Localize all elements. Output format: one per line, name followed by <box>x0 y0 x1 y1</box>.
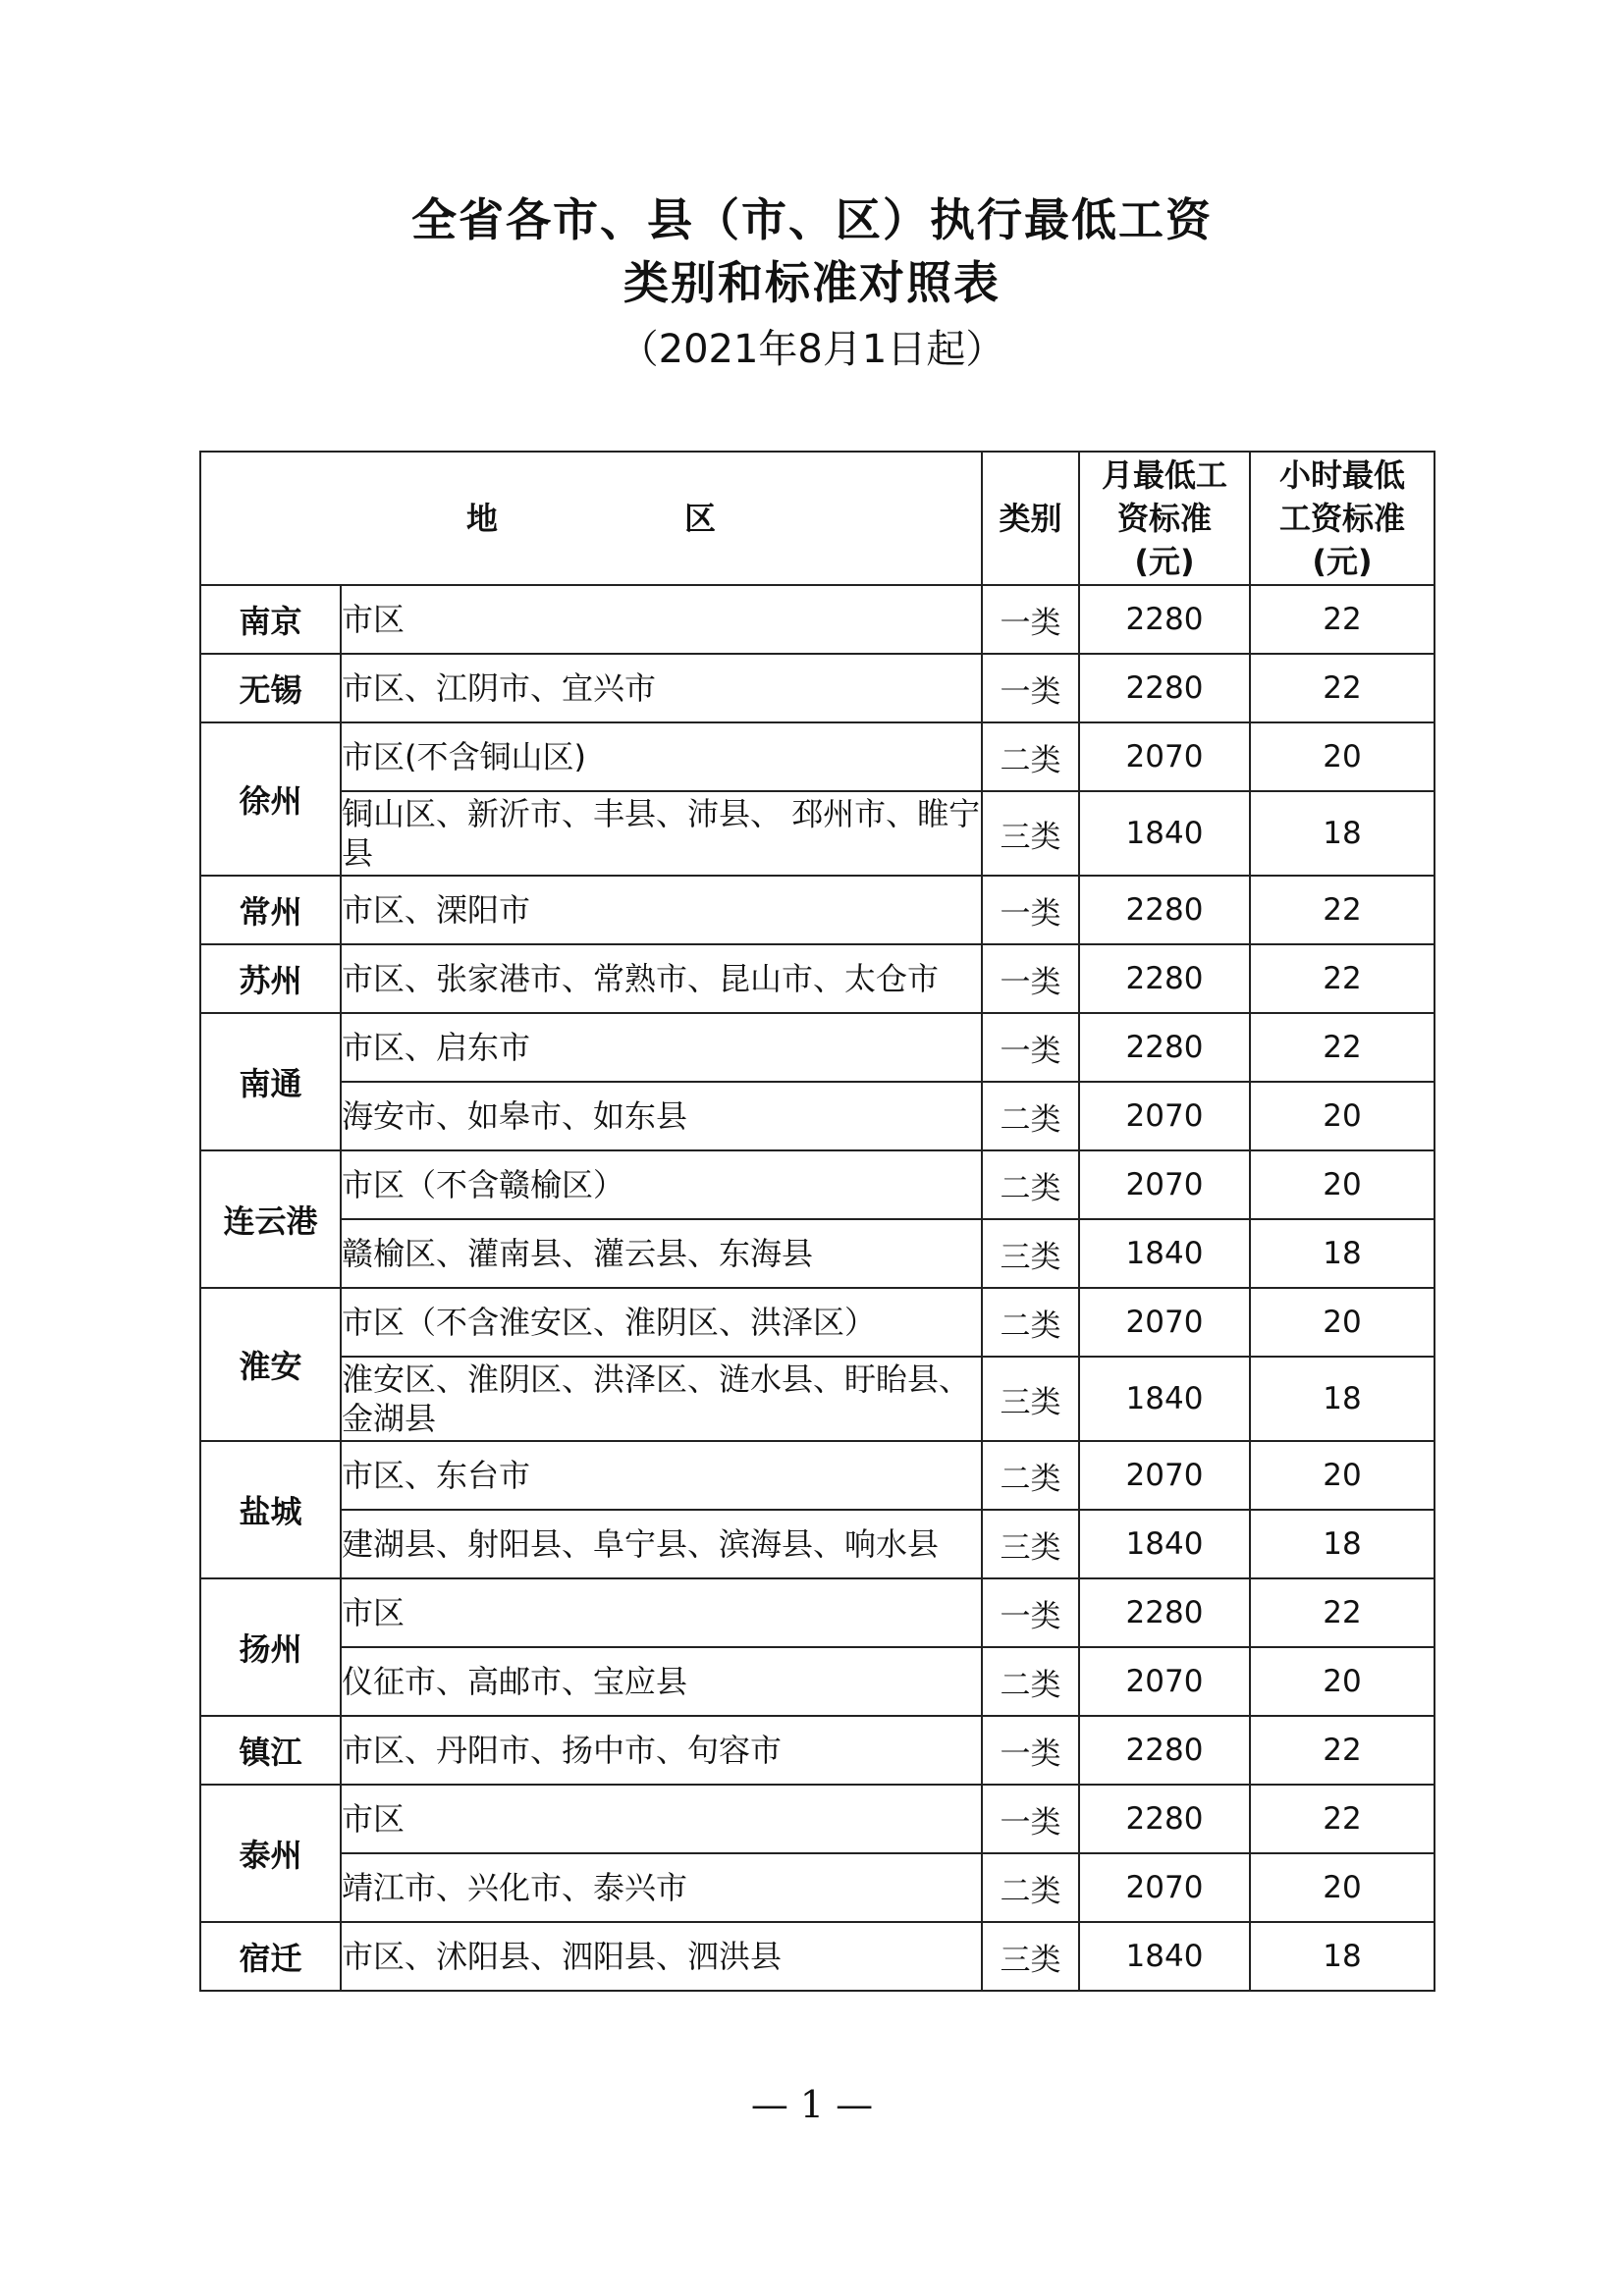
table-row <box>200 1922 1435 1991</box>
hourly-wage-cell: 22 <box>1250 944 1435 1013</box>
hourly-wage-cell: 20 <box>1250 1647 1435 1716</box>
header-monthly-line-3: (元) <box>1134 543 1195 580</box>
monthly-wage-cell: 1840 <box>1079 791 1250 876</box>
page-number: — 1 — <box>750 2083 874 2126</box>
monthly-wage-cell: 2280 <box>1079 1785 1250 1853</box>
city-name-cell: 淮安 <box>200 1288 341 1441</box>
area-cell: 铜山区、新沂市、丰县、沛县、 邳州市、睢宁县 <box>341 791 982 876</box>
header-hourly-line-1: 小时最低 <box>1278 456 1405 494</box>
hourly-wage-cell: 18 <box>1250 1510 1435 1578</box>
area-cell: 建湖县、射阳县、阜宁县、滨海县、响水县 <box>341 1510 982 1578</box>
table-row <box>200 654 1435 722</box>
hourly-wage-cell: 20 <box>1250 1150 1435 1219</box>
table-row <box>200 1288 1435 1357</box>
area-cell: 淮安区、淮阴区、洪泽区、涟水县、盱眙县、金湖县 <box>341 1357 982 1441</box>
monthly-wage-cell: 1840 <box>1079 1922 1250 1991</box>
monthly-wage-cell: 2070 <box>1079 1441 1250 1510</box>
table-row <box>200 1578 1435 1647</box>
table-row <box>200 1219 1435 1288</box>
hourly-wage-cell: 20 <box>1250 1288 1435 1357</box>
area-cell: 海安市、如皋市、如东县 <box>341 1082 982 1150</box>
table-row <box>200 944 1435 1013</box>
table-row <box>200 1510 1435 1578</box>
category-cell: 一类 <box>982 654 1079 722</box>
title-line-2: 类别和标准对照表 <box>623 256 1001 309</box>
category-cell: 一类 <box>982 1716 1079 1785</box>
category-cell: 二类 <box>982 722 1079 791</box>
category-cell: 二类 <box>982 1288 1079 1357</box>
city-name-cell: 常州 <box>200 876 341 944</box>
table-header-row <box>200 452 1435 585</box>
city-name-cell: 泰州 <box>200 1785 341 1922</box>
header-category: 类别 <box>982 452 1079 585</box>
table-row <box>200 1013 1435 1082</box>
table-row <box>200 1647 1435 1716</box>
category-cell: 一类 <box>982 1578 1079 1647</box>
hourly-wage-cell: 22 <box>1250 1013 1435 1082</box>
hourly-wage-cell: 20 <box>1250 722 1435 791</box>
hourly-wage-cell: 18 <box>1250 1219 1435 1288</box>
wage-standards-table <box>199 451 1435 1992</box>
category-cell: 二类 <box>982 1150 1079 1219</box>
hourly-wage-cell: 22 <box>1250 1716 1435 1785</box>
hourly-wage-cell: 22 <box>1250 1578 1435 1647</box>
hourly-wage-cell: 18 <box>1250 1922 1435 1991</box>
monthly-wage-cell: 2280 <box>1079 1578 1250 1647</box>
city-name-cell: 宿迁 <box>200 1922 341 1991</box>
hourly-wage-cell: 20 <box>1250 1082 1435 1150</box>
area-cell: 市区、张家港市、常熟市、昆山市、太仓市 <box>341 944 982 1013</box>
table-row <box>200 1785 1435 1853</box>
hourly-wage-cell: 20 <box>1250 1441 1435 1510</box>
header-monthly <box>1079 452 1250 585</box>
city-name-cell: 扬州 <box>200 1578 341 1716</box>
category-cell: 二类 <box>982 1082 1079 1150</box>
area-cell: 市区(不含铜山区) <box>341 722 982 791</box>
area-cell: 靖江市、兴化市、泰兴市 <box>341 1853 982 1922</box>
city-name-cell: 无锡 <box>200 654 341 722</box>
table-row <box>200 722 1435 791</box>
monthly-wage-cell: 2280 <box>1079 1716 1250 1785</box>
monthly-wage-cell: 2280 <box>1079 876 1250 944</box>
category-cell: 二类 <box>982 1647 1079 1716</box>
table-row <box>200 1853 1435 1922</box>
city-name-cell: 徐州 <box>200 722 341 876</box>
area-cell: 市区、丹阳市、扬中市、句容市 <box>341 1716 982 1785</box>
area-cell: 市区 <box>341 585 982 654</box>
area-cell: 市区 <box>341 1785 982 1853</box>
subtitle-date: （2021年8月1日起） <box>619 327 1005 372</box>
monthly-wage-cell: 1840 <box>1079 1219 1250 1288</box>
city-name-cell: 南京 <box>200 585 341 654</box>
document-header <box>0 188 1624 379</box>
table-row <box>200 1357 1435 1441</box>
header-hourly-line-2: 工资标准 <box>1278 500 1405 537</box>
area-cell: 市区 <box>341 1578 982 1647</box>
table-row <box>200 791 1435 876</box>
table-row <box>200 585 1435 654</box>
header-monthly-line-1: 月最低工 <box>1101 456 1227 494</box>
monthly-wage-cell: 2070 <box>1079 1288 1250 1357</box>
category-cell: 二类 <box>982 1441 1079 1510</box>
category-cell: 一类 <box>982 1013 1079 1082</box>
hourly-wage-cell: 18 <box>1250 1357 1435 1441</box>
table-row <box>200 1441 1435 1510</box>
city-name-cell: 盐城 <box>200 1441 341 1578</box>
monthly-wage-cell: 2070 <box>1079 1082 1250 1150</box>
header-area-char-2: 区 <box>684 500 717 537</box>
header-monthly-line-2: 资标准 <box>1116 500 1212 537</box>
title-line-1: 全省各市、县（市、区）执行最低工资 <box>411 193 1213 246</box>
hourly-wage-cell: 18 <box>1250 791 1435 876</box>
area-cell: 赣榆区、灌南县、灌云县、东海县 <box>341 1219 982 1288</box>
monthly-wage-cell: 1840 <box>1079 1510 1250 1578</box>
city-name-cell: 连云港 <box>200 1150 341 1288</box>
area-cell: 市区（不含赣榆区） <box>341 1150 982 1219</box>
city-name-cell: 苏州 <box>200 944 341 1013</box>
hourly-wage-cell: 22 <box>1250 585 1435 654</box>
header-area-char-1: 地 <box>465 500 498 537</box>
table-row <box>200 1082 1435 1150</box>
header-area <box>200 452 982 585</box>
area-cell: 市区、江阴市、宜兴市 <box>341 654 982 722</box>
area-cell: 市区、沭阳县、泗阳县、泗洪县 <box>341 1922 982 1991</box>
category-cell: 三类 <box>982 1357 1079 1441</box>
category-cell: 三类 <box>982 791 1079 876</box>
category-cell: 三类 <box>982 1922 1079 1991</box>
monthly-wage-cell: 2070 <box>1079 1853 1250 1922</box>
category-cell: 三类 <box>982 1510 1079 1578</box>
city-name-cell: 南通 <box>200 1013 341 1150</box>
table-row <box>200 1150 1435 1219</box>
area-cell: 市区、溧阳市 <box>341 876 982 944</box>
monthly-wage-cell: 1840 <box>1079 1357 1250 1441</box>
header-hourly-line-3: (元) <box>1312 543 1373 580</box>
table-row <box>200 1716 1435 1785</box>
header-hourly <box>1250 452 1435 585</box>
hourly-wage-cell: 22 <box>1250 876 1435 944</box>
monthly-wage-cell: 2070 <box>1079 1150 1250 1219</box>
category-cell: 一类 <box>982 1785 1079 1853</box>
monthly-wage-cell: 2280 <box>1079 1013 1250 1082</box>
table-body <box>200 585 1435 1991</box>
area-cell: 仪征市、高邮市、宝应县 <box>341 1647 982 1716</box>
table-row <box>200 876 1435 944</box>
monthly-wage-cell: 2070 <box>1079 722 1250 791</box>
category-cell: 一类 <box>982 944 1079 1013</box>
hourly-wage-cell: 22 <box>1250 1785 1435 1853</box>
hourly-wage-cell: 20 <box>1250 1853 1435 1922</box>
monthly-wage-cell: 2280 <box>1079 585 1250 654</box>
area-cell: 市区、东台市 <box>341 1441 982 1510</box>
hourly-wage-cell: 22 <box>1250 654 1435 722</box>
category-cell: 一类 <box>982 585 1079 654</box>
area-cell: 市区、启东市 <box>341 1013 982 1082</box>
monthly-wage-cell: 2280 <box>1079 944 1250 1013</box>
monthly-wage-cell: 2280 <box>1079 654 1250 722</box>
category-cell: 三类 <box>982 1219 1079 1288</box>
category-cell: 一类 <box>982 876 1079 944</box>
category-cell: 二类 <box>982 1853 1079 1922</box>
monthly-wage-cell: 2070 <box>1079 1647 1250 1716</box>
city-name-cell: 镇江 <box>200 1716 341 1785</box>
area-cell: 市区（不含淮安区、淮阴区、洪泽区） <box>341 1288 982 1357</box>
